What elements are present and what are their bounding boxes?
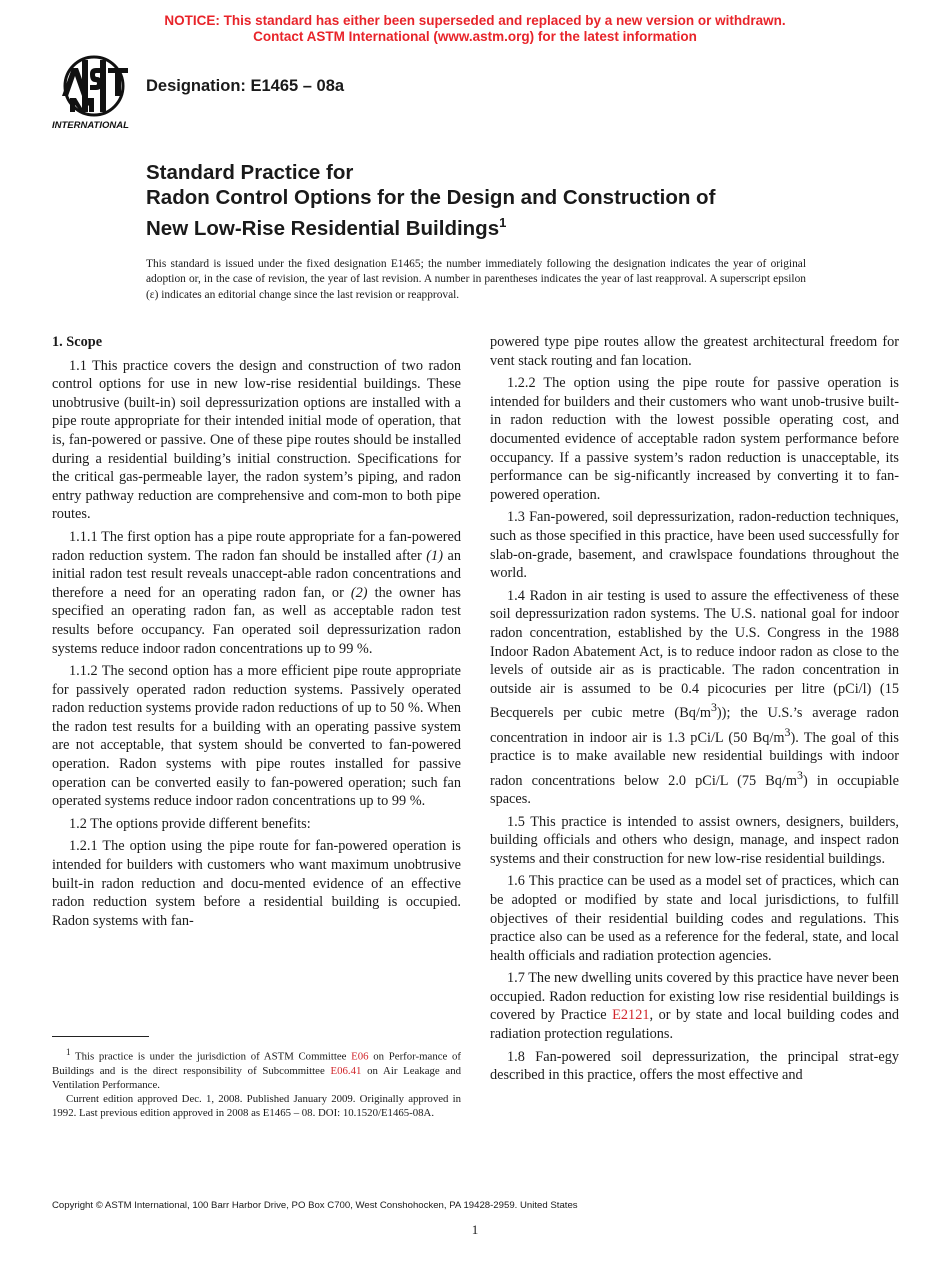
title-line-3 [146, 210, 715, 241]
paragraph-1-5: 1.5 This practice is intended to assist owners, designers, builders, building officials and others who design, manage, and inspect radon systems and their construction for new low-rise residential buildings. [490, 813, 899, 867]
copyright: Copyright © ASTM International, 100 Barr Harbor Drive, PO Box C700, West Conshohocken, PA 19428-2959. United States [52, 1200, 578, 1211]
p1-4-sup-1: 3 [710, 700, 717, 715]
title-line-3-text: New Low-Rise Residential Buildings [146, 216, 500, 240]
p1-1-1-text-a: 1.1.1 The first option has a pipe route appropriate for a fan-powered radon reduction system. The radon fan should be installed after [52, 528, 461, 564]
paragraph-1-4 [490, 587, 899, 809]
page-title [146, 160, 715, 241]
left-column [52, 333, 461, 934]
footnote-text-b: on Perfor-mance of Buildings and is the direct responsibility of Subcommittee [52, 1050, 461, 1077]
paragraph-1-2-1: 1.2.1 The option using the pipe route for fan-powered operation is intended for builders with customers who want maximum unobtrusive built-in radon reduction and docu-mented evidence of an effective radon reduction system before a residential building is occupied. Radon systems with fan- [52, 838, 461, 929]
designation: Designation: E1465 – 08a [146, 77, 345, 95]
footnote-jurisdiction [52, 1045, 461, 1092]
paragraph-1-7 [490, 969, 899, 1043]
right-column [490, 333, 899, 1089]
footnote-mark: 1 [66, 1047, 71, 1057]
paragraph-1-2-1-cont: powered type pipe routes allow the greatest architectural freedom for vent stack routing and fan location. [490, 334, 899, 369]
link-e06[interactable]: E06 [351, 1050, 369, 1063]
p1-7-text-a: 1.7 The new dwelling units covered by this practice have never been occupied. Radon reduction for existing low rise residential buildings is covered by Practice [490, 970, 899, 1024]
p1-4-text-b: )); the U.S.’s average radon concentration in indoor air is 1.3 pCi/L (50 Bq/m [490, 705, 899, 746]
footnote-text-a: This practice is under the jurisdiction of ASTM Committee [70, 1050, 352, 1063]
paragraph-1-1-1 [52, 528, 461, 658]
paragraph-1-1: 1.1 This practice covers the design and construction of two radon control options for use in new low-rise residential buildings. These unobtrusive (built-in) soil depressurization options are installed with a pipe route appropriate for their intended initial mode of operation, that is, fan-powered or passive. One of these pipe routes should be installed during a residential building’s initial construction. Specifications for the critical gas-permeable layer, the radon system’s piping, and radon entry pathway reduction are comprehensive and com-mon to both pipe routes. [52, 357, 461, 523]
p1-1-1-text-b: an initial radon test result reveals unaccept-able radon concentrations and therefore a need for an operating radon fan, or [52, 547, 461, 601]
paragraph-1-3: 1.3 Fan-powered, soil depressurization, radon-reduction techniques, such as those specified in this practice, have been used successfully for slab-on-grade, basement, and crawlspace foundations throughout the world. [490, 509, 899, 582]
title-footnote-mark: 1 [499, 215, 507, 230]
p1-4-text-d: ) in occupiable spaces. [490, 772, 899, 807]
p1-4-text-a: 1.4 Radon in air testing is used to assure the effectiveness of these soil depressurization radon systems. The U.S. national goal for indoor radon concentration, established by the U.S. Congress in the 1988 Indoor Radon Abatement Act, is to reduce indoor radon as close to the levels of outside air as is practicable. The radon concentration in outside air is assumed to be 0.4 picocuries per litre (pCi/l) (15 Becquerels per cubic metre (Bq/m [490, 587, 899, 722]
notice-banner [0, 13, 950, 45]
p1-1-1-text-c: the owner has specified an operating radon fan, as well as acceptable radon test results before occupancy. Fan operated soil depressurization radon systems reduce indoor radon concentrations up to 99 %. [52, 584, 461, 657]
paragraph-1-2: 1.2 The options provide different benefits: [69, 815, 311, 832]
title-line-1: Standard Practice for [146, 161, 354, 184]
footnote [52, 1045, 461, 1121]
link-e06-41[interactable]: E06.41 [330, 1064, 362, 1077]
title-line-2: Radon Control Options for the Design and Construction of [146, 186, 716, 209]
paragraph-1-8: 1.8 Fan-powered soil depressurization, the principal strat-egy described in this practice, offers the most effective and [490, 1048, 899, 1084]
footnote-divider [52, 1036, 149, 1037]
p1-1-1-num-1: (1) [426, 547, 443, 564]
p1-4-text-c: ). The goal of this practice is to make available new residential buildings with indoor radon concentrations below 2.0 pCi/L (75 Bq/m [490, 729, 899, 789]
p1-4-sup-3: 3 [797, 767, 803, 782]
astm-logo-icon [52, 54, 136, 134]
section-heading-scope: 1. Scope [52, 334, 103, 350]
paragraph-1-2-2: 1.2.2 The option using the pipe route for passive operation is intended for builders and their customers who want unob-trusive built-in radon reduction with the lowest possible operating cost, and documented evidence of acceptable radon system performance before occupancy. If a passive system’s radon reduction is unacceptable, its performance can be sig-nificantly increased by converting it to fan-powered operation. [490, 375, 899, 503]
paragraph-1-1-2: 1.1.2 The second option has a more efficient pipe route appropriate for passively operated radon reduction systems. Passively operated radon reduction systems provide radon reductions of up to 50 %. When the radon test results for a building with an operating passive system are not acceptable, that system should be converted to fan-powered operation. Radon systems with pipe routes installed for passive operation can be converted easily to fan-powered operation; such fan operated systems reduce indoor radon concentrations up to 99 %. [52, 663, 461, 810]
p1-1-1-num-2: (2) [350, 584, 368, 601]
paragraph-1-6: 1.6 This practice can be used as a model set of practices, which can be adopted or modified by state and local jurisdictions, to fulfill objectives of their residential building codes and regulations. This practice also can be used as a reference for the federal, state, and local health officials and radiation protection agencies. [490, 873, 899, 964]
notice-line-2: Contact ASTM International (www.astm.org) for the latest information [253, 29, 697, 44]
notice-line-1: NOTICE: This standard has either been superseded and replaced by a new version or withdrawn. [164, 13, 786, 28]
footnote-edition: Current edition approved Dec. 1, 2008. Published January 2009. Originally approved in 1992. Last previous edition approved in 2008 as E1465 – 08. DOI: 10.1520/E1465-08A. [52, 1093, 461, 1120]
p1-7-text-b: , or by state and local building codes and radiation protection regulations. [490, 1007, 899, 1043]
link-e2121[interactable]: E2121 [612, 1007, 650, 1024]
logo-org-text: INTERNATIONAL [52, 120, 129, 131]
footnote-text-c: on Air Leakage and Ventilation Performance. [52, 1064, 462, 1091]
p1-4-sup-2: 3 [784, 724, 791, 739]
page-number: 1 [471, 1222, 479, 1237]
intro-paragraph: This standard is issued under the fixed designation E1465; the number immediately following the designation indicates the year of original adoption or, in the case of revision, the year of last revision. A number in parentheses indicates the year of last reapproval. A superscript epsilon (ε) indicates an editorial change since the last revision or reapproval. [146, 258, 806, 301]
